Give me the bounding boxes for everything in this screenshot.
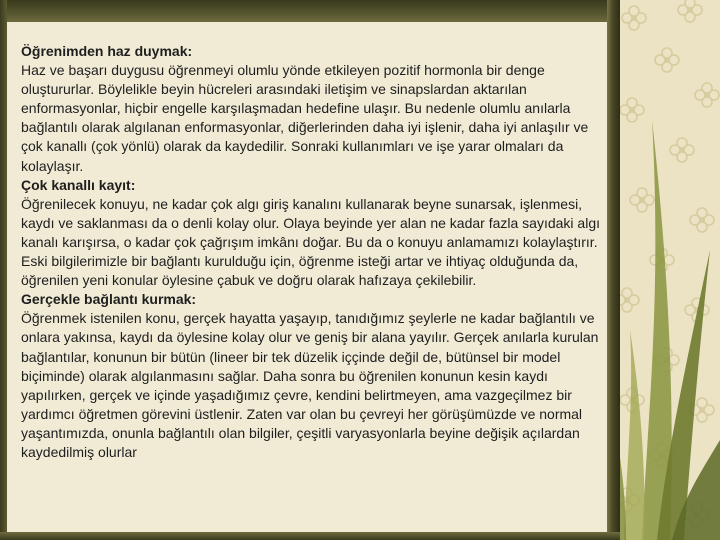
frame-right-border: [607, 0, 620, 540]
section-heading-pleasure: Öğrenimden haz duymak:: [21, 43, 193, 59]
document-text: [21, 42, 606, 462]
frame-left-border: [0, 0, 7, 540]
section-body-multichannel: Öğrenilecek konuyu, ne kadar çok algı giriş kanalını kullanarak beyne sunarsak, işlenmesi, kaydı ve saklanması da o denli kolay olur. Olaya beyinde yer alan ne kadar fazla sayıdaki algı kanalı karışırsa, o kadar çok çağrışım imkânı doğar. Bu da o konuyu anlamamızı kolaylaştırır. Eski bilgilerimizle bir bağlantı kurulduğu için, öğrenme isteği artar ve ihtiyaç olduğunda da, öğrenilen yeni konular öylesine çabuk ve doğru olarak hafızaya çekilebilir.: [21, 195, 600, 289]
frame-bottom-border: [0, 532, 620, 540]
decorative-floral-panel: [612, 0, 720, 540]
section-body-reality: Öğrenmek istenilen konu, gerçek hayatta yaşayıp, tanıdığımız şeylerle ne kadar bağlantılı ve onlara yakınsa, kaydı da öylesine kolay olur ve geniş bir alana yayılır. Gerçek anılarla kurulan bağlantılar, konunun bir bütün (lineer bir tek düzelik iççinde değil de, bütünsel bir model biçiminde) olarak algılanmasını sağlar. Daha sonra bu öğrenilen konunun kesin kaydı yapılırken, gerçek ve içinde yaşadığımız çevre, kendini belirtmeyen, ama vazgeçilmez bir yardımcı öğretmen görevini üstlenir. Zaten var olan bu çevreyi her görüşümüzde ve normal yaşantımızda, onunla bağlantılı olan bilgiler, çeşitli varyasyonlarla beyine değişik açılardan kaydedilmiş olurlar: [21, 310, 599, 460]
section-heading-multichannel: Çok kanallı kayıt:: [21, 176, 136, 193]
floral-pattern-graphic: [612, 0, 720, 540]
frame-top-border: [0, 0, 620, 22]
section-body-pleasure: Haz ve başarı duygusu öğrenmeyi olumlu yönde etkileyen pozitif hormonla bir denge oluştururlar. Böylelikle beyin hücreleri arasındaki iletişim ve sinapslardan aktarılan enformasyonlar, hiçbir engelle karşılaşmadan hedefine ulaşır. Bu nedenle olumlu anılarla bağlantılı olarak algılanan enformasyonlar, diğerlerinden daha iyi işlenir, daha iyi anlaşılır ve çok kanallı (çok yönlü) olarak da kaydedilir. Sonraki kullanımları ve işe yarar olmaları da kolaylaşır.: [21, 62, 589, 174]
section-heading-reality: Gerçekle bağlantı kurmak:: [21, 291, 197, 308]
